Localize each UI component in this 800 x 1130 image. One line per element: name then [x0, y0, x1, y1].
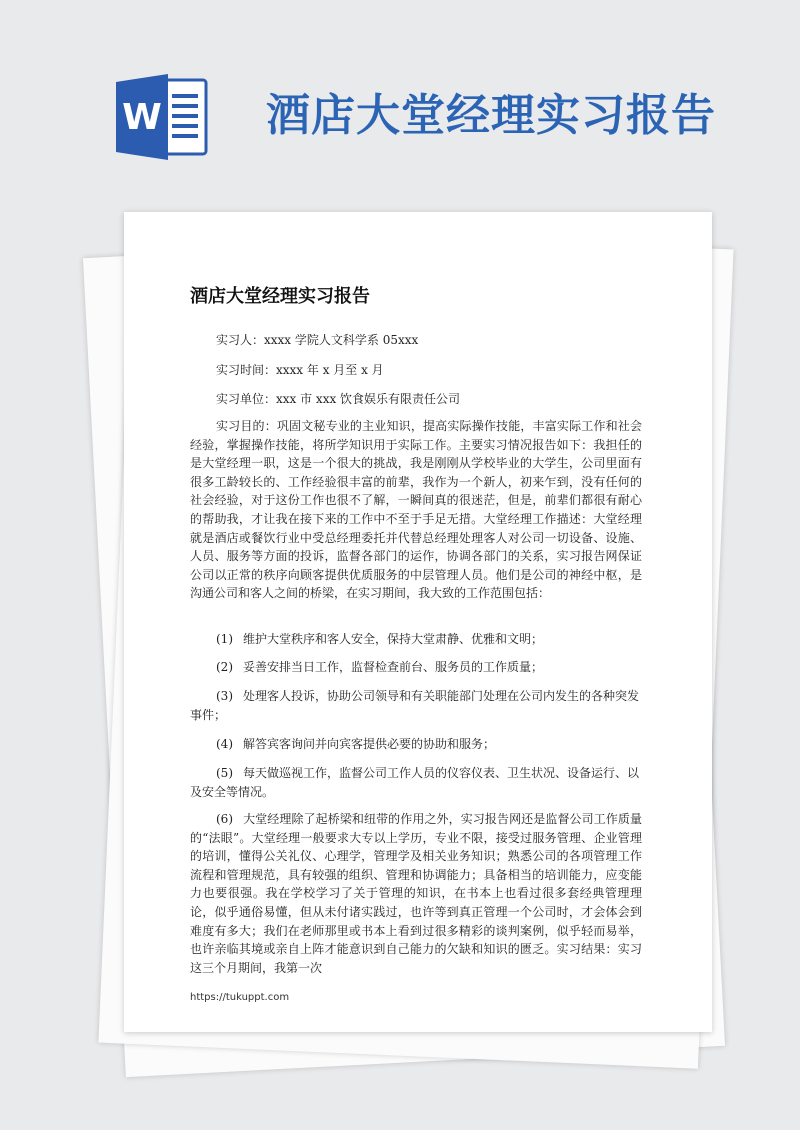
page-title: 酒店大堂经理实习报告 — [266, 90, 716, 141]
document-page — [124, 212, 712, 1032]
word-document-icon — [112, 66, 212, 166]
list-item-number: (2) — [216, 660, 233, 674]
list-item — [190, 764, 642, 801]
list-item-number: (6) — [216, 812, 233, 826]
list-item — [190, 630, 642, 649]
list-item-text: 解答宾客询问并向宾客提供必要的协助和服务； — [243, 737, 496, 751]
list-item-number: (1) — [216, 632, 233, 646]
list-item — [190, 658, 642, 677]
paragraph-main: 实习目的：巩固文秘专业的主业知识，提高实际操作技能，丰富实际工作和社会经验，掌握操作技能，将所学知识用于实际工作。主要实习情况报告如下：我担任的是大堂经理一职，这是一个很大的挑战，我是刚刚从学校毕业的大学生，公司里面有很多工龄较长的、工作经验很丰富的前辈，我作为一个新人，初来乍到，没有任何的社会经验，对于这份工作也很不了解，一瞬间真的很迷茫，但是，前辈们都很有耐心的帮助我，才让我在接下来的工作中不至于手足无措。大堂经理工作描述：大堂经理就是酒店或餐饮行业中受总经理委托并代替总经理处理客人对公司一切设备、设施、人员、服务等方面的投诉，监督各部门的运作，协调各部门的关系，实习报告网保证公司以正常的秩序向顾客提供优质服务的中层管理人员。他们是公司的神经中枢，是沟通公司和客人之间的桥梁，在实习期间，我大致的工作范围包括： — [190, 419, 642, 601]
list-item-text: 维护大堂秩序和客人安全，保持大堂肃静、优雅和文明； — [243, 632, 544, 646]
footer-url: https://tukuppt.com — [190, 992, 290, 1003]
header-banner — [0, 0, 800, 200]
list-item-number: (5) — [216, 766, 233, 780]
list-item-text: 每天做巡视工作，监督公司工作人员的仪容仪表、卫生状况、设备运行、以及安全等情况。 — [190, 766, 640, 799]
list-item — [190, 687, 642, 724]
unit-line: 实习单位：xxx 市 xxx 饮食娱乐有限责任公司 — [216, 392, 461, 406]
list-item-number: (3) — [216, 689, 233, 703]
list-item-text: 妥善安排当日工作，监督检查前台、服务员的工作质量； — [243, 660, 544, 674]
intern-line: 实习人：xxxx 学院人文科学系 05xxx — [216, 333, 419, 347]
list-item-number: (4) — [216, 737, 233, 751]
list-item — [190, 810, 642, 977]
time-line: 实习时间：xxxx 年 x 月至 x 月 — [216, 363, 384, 377]
list-item-text: 大堂经理除了起桥梁和纽带的作用之外，实习报告网还是监督公司工作质量的“法眼”。大堂经理一般要求大专以上学历，专业不限，接受过服务管理、企业管理的培训，懂得公关礼仪、心理学，管理学及相关业务知识；熟悉公司的各项管理工作流程和管理规范，具有较强的组织、管理和协调能力；具备相当的培训能力，应变能力也要很强。我在学校学习了关于管理的知识，在书本上也看过很多套经典管理理论，似乎通俗易懂，但从未付诸实践过，也许等到真正管理一个公司时，才会体会到难度有多大；我们在老师那里或书本上看到过很多精彩的谈判案例，似乎轻而易举，也许亲临其境或亲自上阵才能意识到自己能力的欠缺和知识的匮乏。实习结果：实习这三个月期间，我第一次 — [190, 812, 642, 975]
list-item — [190, 735, 642, 754]
list-item-text: 处理客人投诉，协助公司领导和有关职能部门处理在公司内发生的各种突发事件； — [190, 689, 640, 722]
logo-letter: W — [122, 97, 162, 138]
document-title: 酒店大堂经理实习报告 — [190, 286, 370, 307]
